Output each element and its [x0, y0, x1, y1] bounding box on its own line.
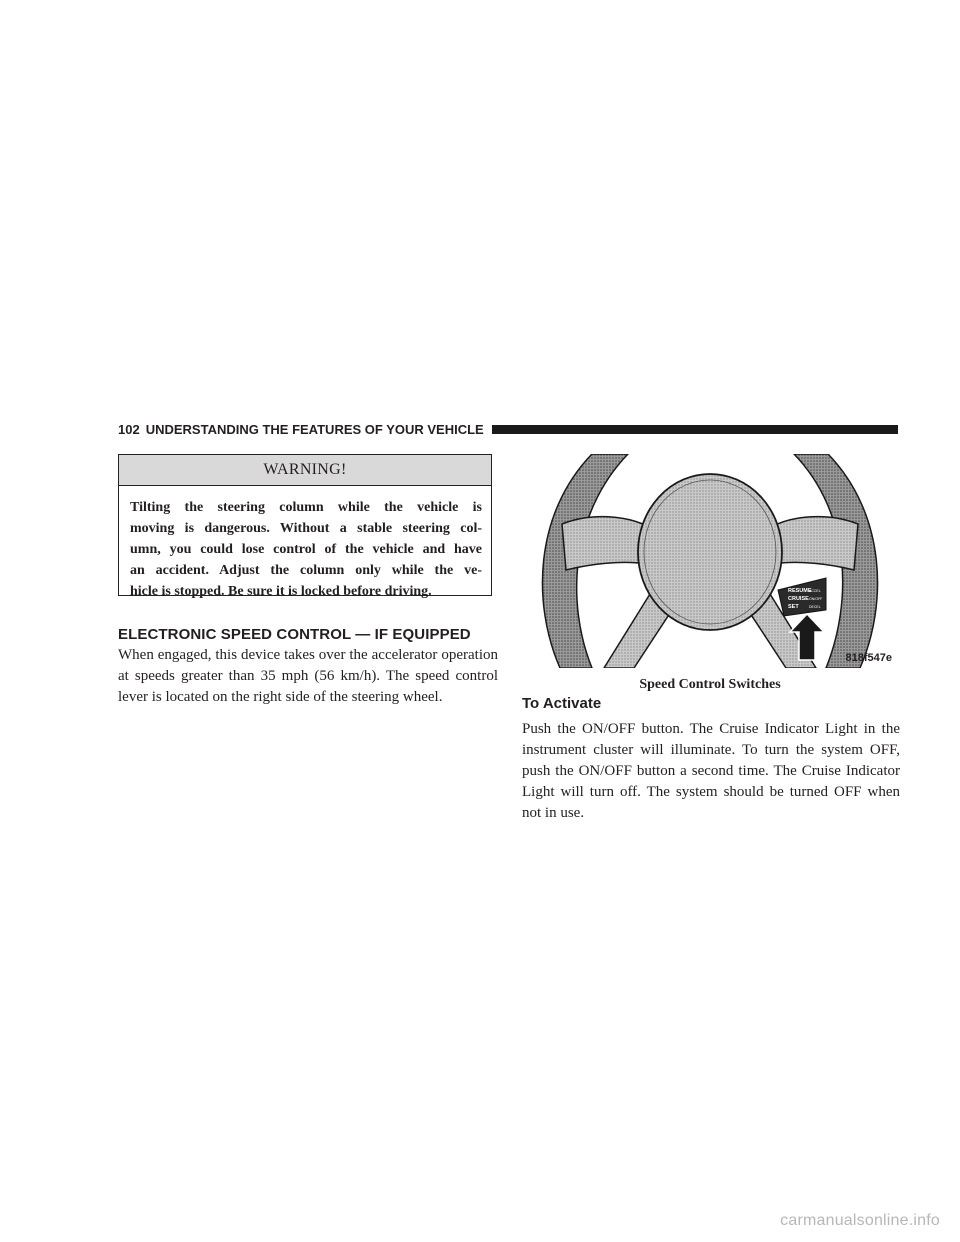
page-header	[118, 420, 898, 438]
page-number: 102	[118, 421, 140, 437]
header-rule	[492, 425, 898, 434]
warning-title: WARNING!	[119, 455, 491, 486]
watermark: carmanualsonline.info	[780, 1212, 940, 1229]
lever-label-resume: RESUME	[788, 588, 812, 594]
lever-sublabel-decel: DECEL	[809, 605, 821, 609]
warning-line: hicle is stopped. Be sure it is locked before driving.	[130, 584, 432, 599]
section-title: UNDERSTANDING THE FEATURES OF YOUR VEHICLE	[145, 421, 484, 437]
warning-line: umn, you could lose control of the vehicle and have	[130, 542, 482, 557]
speed-control-paragraph: When engaged, this device takes over the accelerator operation at speeds greater than 35 mph (56 km/h). The speed control lever is located on the right side of the steering wheel.	[118, 647, 498, 705]
speed-control-heading: ELECTRONIC SPEED CONTROL — IF EQUIPPED	[118, 626, 471, 643]
figure-caption: Speed Control Switches	[639, 677, 781, 692]
steering-wheel-illustration	[522, 454, 898, 668]
to-activate-paragraph: Push the ON/OFF button. The Cruise Indicator Light in the instrument cluster will illuminate. To turn the system OFF, push the ON/OFF button a second time. The Cruise Indicator Light will turn off. The system should be turned OFF when not in use.	[522, 721, 900, 821]
lever-sublabel-onoff: ON/OFF	[809, 597, 823, 601]
figure-code: 818f547e	[845, 652, 892, 664]
warning-line: an accident. Adjust the column only while the ve-	[130, 563, 482, 578]
warning-line: Tilting the steering column while the vehicle is	[130, 500, 482, 515]
steering-wheel-figure	[522, 454, 898, 668]
warning-box	[118, 454, 492, 599]
warning-line: moving is dangerous. Without a stable steering col-	[130, 521, 482, 536]
lever-sublabel-accel: ACCEL	[809, 589, 821, 593]
to-activate-heading: To Activate	[522, 695, 602, 712]
lever-label-cruise: CRUISE	[788, 596, 809, 602]
warning-body	[119, 486, 491, 602]
lever-label-set: SET	[788, 604, 799, 610]
